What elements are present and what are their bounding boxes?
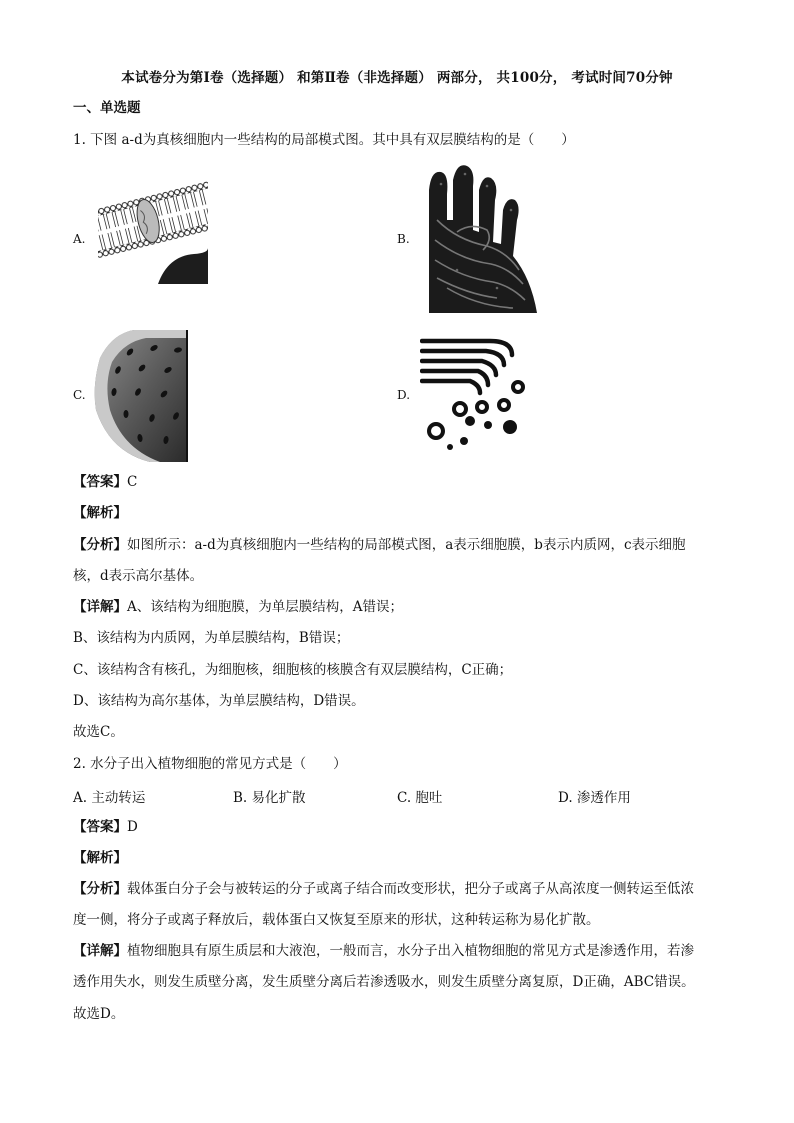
answer-tag: 【答案】 [73,474,127,490]
q2-fenxi-line-1 [73,879,694,899]
answer-value: C [127,474,138,490]
q1-option-a-label: A. [73,232,86,246]
q1-detail-c: C、该结构含有核孔，为细胞核，细胞核的核膜含有双层膜结构，C正确； [73,662,513,678]
q1-analysis-tag: 【解析】 [73,505,127,521]
q2-fenxi-line-2: 度一侧，将分子或离子释放后，载体蛋白又恢复至原来的形状，这种转运称为易化扩散。 [73,912,600,928]
q1-detail-b: B、该结构为内质网，为单层膜结构，B错误； [73,630,350,646]
golgi-apparatus-figure [420,335,526,450]
fenxi-tag: 【分析】 [73,537,127,553]
q2-choice-b: B. 易化扩散 [233,790,306,806]
q1-option-d-label: D. [397,388,411,402]
q1-fenxi-line-2: 核，d表示高尔基体。 [73,568,204,584]
section-title: 一、单选题 [73,100,141,116]
cell-membrane-figure [98,178,208,284]
q1-option-b-label: B. [397,232,410,246]
answer-tag: 【答案】 [73,819,127,835]
q2-choice-c: C. 胞吐 [397,790,443,806]
q2-detail-line-2: 透作用失水，则发生质壁分离，发生质壁分离后若渗透吸水，则发生质壁分离复原，D正确，ABC错误。 [73,974,695,990]
q1-detail-a [73,597,403,617]
answer-value: D [127,819,138,835]
q1-option-c-label: C. [73,388,86,402]
detail-tag: 【详解】 [73,599,127,615]
detail-text: 植物细胞具有原生质层和大液泡，一般而言，水分子出入植物细胞的常见方式是渗透作用，若渗 [127,943,694,959]
q2-conclusion: 故选D。 [73,1006,125,1022]
q1-detail-d: D、该结构为高尔基体，为单层膜结构，D错误。 [73,693,365,709]
q2-detail-line-1 [73,941,694,961]
endoplasmic-reticulum-figure [427,160,537,313]
q2-analysis-tag: 【解析】 [73,850,127,866]
q2-answer [73,817,138,837]
q2-stem: 2. 水分子出入植物细胞的常见方式是（ ） [73,756,347,772]
q2-choice-d: D. 渗透作用 [558,790,631,806]
detail-text: A、该结构为细胞膜，为单层膜结构，A错误； [127,599,403,615]
fenxi-text: 如图所示：a-d为真核细胞内一些结构的局部模式图，a表示细胞膜，b表示内质网，c表示细胞 [127,537,686,553]
exam-header: 本试卷分为第Ⅰ卷（选择题） 和第Ⅱ卷（非选择题） 两部分， 共100分， 考试时间70分钟 [121,70,673,86]
nucleus-figure [90,330,188,462]
q1-stem: 1. 下图 a-d为真核细胞内一些结构的局部模式图。其中具有双层膜结构的是（ ） [73,132,575,148]
fenxi-tag: 【分析】 [73,881,127,897]
q1-fenxi-line-1 [73,535,686,555]
q1-conclusion: 故选C。 [73,724,124,740]
q2-choice-a: A. 主动转运 [73,790,146,806]
q1-answer [73,472,137,492]
fenxi-text: 载体蛋白分子会与被转运的分子或离子结合而改变形状，把分子或离子从高浓度一侧转运至低浓 [127,881,694,897]
detail-tag: 【详解】 [73,943,127,959]
